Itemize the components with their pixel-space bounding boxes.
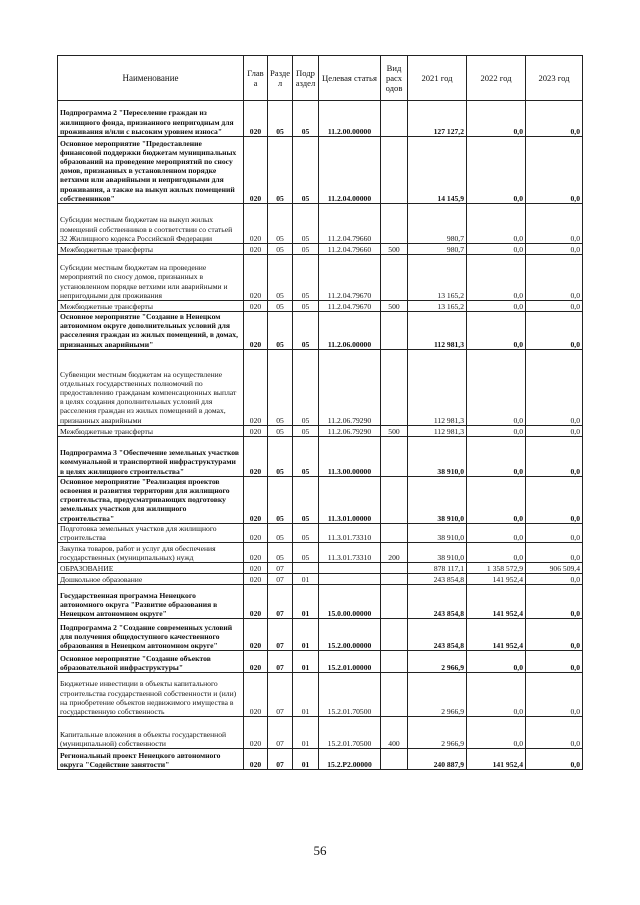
header-2022: 2022 год bbox=[467, 56, 526, 101]
cell-y2021: 13 165,2 bbox=[408, 255, 467, 301]
cell-y2023: 0,0 bbox=[526, 349, 583, 425]
cell-statya: 15.2.P2.00000 bbox=[319, 749, 381, 770]
cell-y2022: 141 952,4 bbox=[467, 749, 526, 770]
cell-statya bbox=[319, 563, 381, 574]
cell-y2022: 1 358 572,9 bbox=[467, 563, 526, 574]
cell-statya: 11.2.06.79290 bbox=[319, 425, 381, 436]
cell-statya: 11.2.06.79290 bbox=[319, 349, 381, 425]
cell-y2021: 878 117,1 bbox=[408, 563, 467, 574]
cell-podrazdel: 05 bbox=[293, 425, 319, 436]
cell-y2021: 127 127,2 bbox=[408, 101, 467, 137]
cell-statya: 11.2.04.79670 bbox=[319, 301, 381, 312]
cell-y2023: 0,0 bbox=[526, 543, 583, 563]
cell-y2021: 38 910,0 bbox=[408, 523, 467, 542]
table-row bbox=[58, 301, 583, 312]
table-row bbox=[58, 425, 583, 436]
cell-y2021: 14 145,9 bbox=[408, 137, 467, 204]
cell-name: Закупка товаров, работ и услуг для обеспечения государственных (муниципальных) нужд bbox=[58, 543, 244, 563]
cell-statya: 11.2.04.79660 bbox=[319, 244, 381, 255]
cell-razdel: 05 bbox=[268, 204, 293, 244]
cell-name: Субсидии местным бюджетам на выкуп жилых помещений собственников в соответствии со статьей 32 Жилищного кодекса Российской Федерации bbox=[58, 204, 244, 244]
cell-y2021: 112 981,3 bbox=[408, 425, 467, 436]
cell-razdel: 05 bbox=[268, 543, 293, 563]
cell-y2021: 38 910,0 bbox=[408, 476, 467, 523]
cell-statya: 11.2.04.00000 bbox=[319, 137, 381, 204]
cell-razdel: 07 bbox=[268, 585, 293, 619]
cell-y2023: 0,0 bbox=[526, 717, 583, 749]
cell-podrazdel: 01 bbox=[293, 749, 319, 770]
cell-glava: 020 bbox=[244, 301, 268, 312]
cell-statya: 15.2.00.00000 bbox=[319, 619, 381, 651]
header-2023: 2023 год bbox=[526, 56, 583, 101]
cell-vid bbox=[381, 651, 408, 673]
cell-razdel: 05 bbox=[268, 244, 293, 255]
cell-glava: 020 bbox=[244, 717, 268, 749]
cell-podrazdel bbox=[293, 563, 319, 574]
cell-y2021: 243 854,8 bbox=[408, 585, 467, 619]
cell-statya: 11.3.01.73310 bbox=[319, 523, 381, 542]
cell-podrazdel: 05 bbox=[293, 476, 319, 523]
cell-podrazdel: 01 bbox=[293, 673, 319, 717]
cell-vid bbox=[381, 436, 408, 476]
cell-glava: 020 bbox=[244, 204, 268, 244]
cell-y2022: 141 952,4 bbox=[467, 574, 526, 585]
table-row bbox=[58, 585, 583, 619]
cell-y2021: 38 910,0 bbox=[408, 436, 467, 476]
cell-y2023: 0,0 bbox=[526, 749, 583, 770]
cell-y2022: 0,0 bbox=[467, 523, 526, 542]
cell-vid bbox=[381, 673, 408, 717]
cell-glava: 020 bbox=[244, 585, 268, 619]
cell-razdel: 07 bbox=[268, 651, 293, 673]
table-row bbox=[58, 717, 583, 749]
cell-y2023: 0,0 bbox=[526, 585, 583, 619]
cell-statya: 15.2.01.00000 bbox=[319, 651, 381, 673]
cell-name: Дошкольное образование bbox=[58, 574, 244, 585]
cell-name: Межбюджетные трансферты bbox=[58, 425, 244, 436]
table-row bbox=[58, 619, 583, 651]
header-statya: Целевая статья bbox=[319, 56, 381, 101]
header-vid: Вид расх одов bbox=[381, 56, 408, 101]
cell-name: Субсидии местным бюджетам на проведение мероприятий по сносу домов, признанных в установленном порядке ветхими или аварийными и непригодными для проживания bbox=[58, 255, 244, 301]
cell-podrazdel: 05 bbox=[293, 137, 319, 204]
cell-y2021: 112 981,3 bbox=[408, 349, 467, 425]
cell-y2021: 2 966,9 bbox=[408, 717, 467, 749]
cell-glava: 020 bbox=[244, 574, 268, 585]
cell-y2023: 0,0 bbox=[526, 101, 583, 137]
cell-podrazdel: 05 bbox=[293, 312, 319, 350]
cell-vid bbox=[381, 476, 408, 523]
cell-y2022: 0,0 bbox=[467, 476, 526, 523]
cell-glava: 020 bbox=[244, 476, 268, 523]
cell-name: Межбюджетные трансферты bbox=[58, 301, 244, 312]
cell-y2022: 141 952,4 bbox=[467, 585, 526, 619]
cell-podrazdel: 05 bbox=[293, 349, 319, 425]
cell-y2021: 2 966,9 bbox=[408, 651, 467, 673]
table-row bbox=[58, 312, 583, 350]
cell-name: Бюджетные инвестиции в объекты капитального строительства государственной собственности и (или) на приобретение объектов недвижимого имущества в государственную собственность bbox=[58, 673, 244, 717]
cell-y2022: 0,0 bbox=[467, 255, 526, 301]
cell-y2022: 0,0 bbox=[467, 101, 526, 137]
cell-podrazdel: 01 bbox=[293, 585, 319, 619]
cell-razdel: 05 bbox=[268, 436, 293, 476]
table-row bbox=[58, 574, 583, 585]
cell-vid bbox=[381, 563, 408, 574]
cell-vid bbox=[381, 312, 408, 350]
cell-podrazdel: 05 bbox=[293, 436, 319, 476]
cell-statya: 15.0.00.00000 bbox=[319, 585, 381, 619]
cell-statya: 11.2.00.00000 bbox=[319, 101, 381, 137]
cell-razdel: 05 bbox=[268, 137, 293, 204]
cell-glava: 020 bbox=[244, 101, 268, 137]
cell-y2021: 980,7 bbox=[408, 204, 467, 244]
cell-y2023: 906 509,4 bbox=[526, 563, 583, 574]
cell-razdel: 05 bbox=[268, 476, 293, 523]
cell-y2023: 0,0 bbox=[526, 137, 583, 204]
cell-statya: 11.3.00.00000 bbox=[319, 436, 381, 476]
table-row bbox=[58, 436, 583, 476]
cell-podrazdel: 05 bbox=[293, 101, 319, 137]
cell-y2022: 0,0 bbox=[467, 244, 526, 255]
cell-razdel: 05 bbox=[268, 101, 293, 137]
cell-y2021: 2 966,9 bbox=[408, 673, 467, 717]
cell-y2022: 0,0 bbox=[467, 204, 526, 244]
cell-statya: 11.3.01.73310 bbox=[319, 543, 381, 563]
cell-y2021: 980,7 bbox=[408, 244, 467, 255]
cell-glava: 020 bbox=[244, 651, 268, 673]
cell-razdel: 05 bbox=[268, 255, 293, 301]
cell-vid bbox=[381, 523, 408, 542]
cell-glava: 020 bbox=[244, 244, 268, 255]
cell-glava: 020 bbox=[244, 523, 268, 542]
cell-y2023: 0,0 bbox=[526, 436, 583, 476]
cell-y2021: 112 981,3 bbox=[408, 312, 467, 350]
table-row bbox=[58, 244, 583, 255]
table-row bbox=[58, 101, 583, 137]
cell-glava: 020 bbox=[244, 436, 268, 476]
cell-glava: 020 bbox=[244, 543, 268, 563]
table-row bbox=[58, 255, 583, 301]
cell-name: Основное мероприятие "Создание объектов образовательной инфраструктуры" bbox=[58, 651, 244, 673]
cell-name: Субвенции местным бюджетам на осуществление отдельных государственных полномочий по предоставлению гражданам компенсационных выплат в целях создания дополнительных условий для расселения граждан из жилых помещений в домах, признанных аварийными bbox=[58, 349, 244, 425]
cell-statya bbox=[319, 574, 381, 585]
cell-glava: 020 bbox=[244, 563, 268, 574]
cell-podrazdel: 05 bbox=[293, 523, 319, 542]
table-row bbox=[58, 673, 583, 717]
cell-statya: 11.3.01.00000 bbox=[319, 476, 381, 523]
table-row bbox=[58, 749, 583, 770]
cell-y2023: 0,0 bbox=[526, 255, 583, 301]
cell-y2022: 0,0 bbox=[467, 301, 526, 312]
cell-podrazdel: 01 bbox=[293, 574, 319, 585]
cell-podrazdel: 05 bbox=[293, 244, 319, 255]
cell-glava: 020 bbox=[244, 349, 268, 425]
cell-vid bbox=[381, 574, 408, 585]
cell-y2022: 0,0 bbox=[467, 673, 526, 717]
cell-vid bbox=[381, 349, 408, 425]
cell-y2023: 0,0 bbox=[526, 673, 583, 717]
cell-name: Подпрограмма 2 "Переселение граждан из жилищного фонда, признанного непригодным для проживания и/или с высоким уровнем износа" bbox=[58, 101, 244, 137]
cell-y2021: 13 165,2 bbox=[408, 301, 467, 312]
cell-y2023: 0,0 bbox=[526, 301, 583, 312]
page-number: 56 bbox=[313, 843, 327, 858]
cell-y2022: 141 952,4 bbox=[467, 619, 526, 651]
cell-razdel: 05 bbox=[268, 349, 293, 425]
cell-razdel: 07 bbox=[268, 717, 293, 749]
cell-name: Основное мероприятие "Предоставление финансовой поддержки бюджетам муниципальных образований на проведение мероприятий по сносу домов, признанных в установленном порядке ветхими или аварийными и непригодными для проживания, а также на выкуп жилых помещений собственников" bbox=[58, 137, 244, 204]
cell-y2022: 0,0 bbox=[467, 425, 526, 436]
header-glava: Глав а bbox=[244, 56, 268, 101]
cell-y2022: 0,0 bbox=[467, 543, 526, 563]
cell-y2021: 243 854,8 bbox=[408, 574, 467, 585]
cell-name: Региональный проект Ненецкого автономного округа "Содействие занятости" bbox=[58, 749, 244, 770]
cell-vid bbox=[381, 749, 408, 770]
cell-podrazdel: 01 bbox=[293, 717, 319, 749]
cell-razdel: 07 bbox=[268, 563, 293, 574]
budget-table bbox=[57, 55, 583, 770]
cell-glava: 020 bbox=[244, 312, 268, 350]
cell-name: Капитальные вложения в объекты государственной (муниципальной) собственности bbox=[58, 717, 244, 749]
header-2021: 2021 год bbox=[408, 56, 467, 101]
cell-name: Подготовка земельных участков для жилищного строительства bbox=[58, 523, 244, 542]
cell-podrazdel: 05 bbox=[293, 301, 319, 312]
cell-vid bbox=[381, 619, 408, 651]
cell-podrazdel: 05 bbox=[293, 204, 319, 244]
cell-podrazdel: 01 bbox=[293, 651, 319, 673]
cell-vid bbox=[381, 137, 408, 204]
cell-y2022: 0,0 bbox=[467, 436, 526, 476]
cell-name: ОБРАЗОВАНИЕ bbox=[58, 563, 244, 574]
cell-razdel: 05 bbox=[268, 301, 293, 312]
cell-y2021: 38 910,0 bbox=[408, 543, 467, 563]
cell-vid: 400 bbox=[381, 717, 408, 749]
cell-razdel: 05 bbox=[268, 312, 293, 350]
cell-y2021: 240 887,9 bbox=[408, 749, 467, 770]
cell-glava: 020 bbox=[244, 619, 268, 651]
cell-y2023: 0,0 bbox=[526, 425, 583, 436]
cell-razdel: 07 bbox=[268, 673, 293, 717]
header-name: Наименование bbox=[58, 56, 244, 101]
cell-vid bbox=[381, 585, 408, 619]
cell-y2023: 0,0 bbox=[526, 523, 583, 542]
cell-name: Основное мероприятие "Создание в Ненецком автономном округе дополнительных условий для расселения граждан из жилых помещений, в домах, признанных аварийными" bbox=[58, 312, 244, 350]
cell-name: Подпрограмма 3 "Обеспечение земельных участков коммунальной и транспортной инфраструктурами в целях жилищного строительства" bbox=[58, 436, 244, 476]
cell-glava: 020 bbox=[244, 673, 268, 717]
header-row bbox=[58, 56, 583, 101]
cell-vid: 500 bbox=[381, 301, 408, 312]
cell-vid bbox=[381, 101, 408, 137]
cell-glava: 020 bbox=[244, 425, 268, 436]
table-row bbox=[58, 523, 583, 542]
cell-y2023: 0,0 bbox=[526, 244, 583, 255]
cell-razdel: 05 bbox=[268, 523, 293, 542]
cell-glava: 020 bbox=[244, 137, 268, 204]
cell-y2023: 0,0 bbox=[526, 204, 583, 244]
cell-podrazdel: 01 bbox=[293, 619, 319, 651]
cell-statya: 11.2.06.00000 bbox=[319, 312, 381, 350]
cell-y2023: 0,0 bbox=[526, 476, 583, 523]
cell-razdel: 05 bbox=[268, 425, 293, 436]
cell-razdel: 07 bbox=[268, 574, 293, 585]
cell-podrazdel: 05 bbox=[293, 255, 319, 301]
table-row bbox=[58, 476, 583, 523]
cell-vid bbox=[381, 255, 408, 301]
table-row bbox=[58, 563, 583, 574]
table-row bbox=[58, 137, 583, 204]
cell-razdel: 07 bbox=[268, 749, 293, 770]
cell-vid: 500 bbox=[381, 425, 408, 436]
table-row bbox=[58, 204, 583, 244]
cell-podrazdel: 05 bbox=[293, 543, 319, 563]
cell-y2021: 243 854,8 bbox=[408, 619, 467, 651]
cell-y2022: 0,0 bbox=[467, 137, 526, 204]
cell-y2022: 0,0 bbox=[467, 349, 526, 425]
cell-vid bbox=[381, 204, 408, 244]
cell-statya: 11.2.04.79660 bbox=[319, 204, 381, 244]
cell-y2022: 0,0 bbox=[467, 651, 526, 673]
cell-y2022: 0,0 bbox=[467, 717, 526, 749]
cell-name: Межбюджетные трансферты bbox=[58, 244, 244, 255]
cell-statya: 15.2.01.70500 bbox=[319, 673, 381, 717]
cell-y2022: 0,0 bbox=[467, 312, 526, 350]
cell-y2023: 0,0 bbox=[526, 619, 583, 651]
cell-y2023: 0,0 bbox=[526, 312, 583, 350]
cell-name: Подпрограмма 2 "Создание современных условий для получения общедоступного качественного образования в Ненецком автономном округе" bbox=[58, 619, 244, 651]
table-row bbox=[58, 543, 583, 563]
cell-statya: 15.2.01.70500 bbox=[319, 717, 381, 749]
cell-vid: 200 bbox=[381, 543, 408, 563]
cell-glava: 020 bbox=[244, 255, 268, 301]
table-row bbox=[58, 651, 583, 673]
header-razdel: Разде л bbox=[268, 56, 293, 101]
cell-glava: 020 bbox=[244, 749, 268, 770]
cell-vid: 500 bbox=[381, 244, 408, 255]
cell-statya: 11.2.04.79670 bbox=[319, 255, 381, 301]
cell-y2023: 0,0 bbox=[526, 651, 583, 673]
cell-name: Основное мероприятие "Реализация проектов освоения и развития территории для жилищного строительства, предусматривающих подготовку земельных участков для жилищного строительства" bbox=[58, 476, 244, 523]
cell-y2023: 0,0 bbox=[526, 574, 583, 585]
cell-name: Государственная программа Ненецкого автономного округа "Развитие образования в Ненецком автономном округе" bbox=[58, 585, 244, 619]
header-podrazdel: Подр аздел bbox=[293, 56, 319, 101]
table-row bbox=[58, 349, 583, 425]
cell-razdel: 07 bbox=[268, 619, 293, 651]
